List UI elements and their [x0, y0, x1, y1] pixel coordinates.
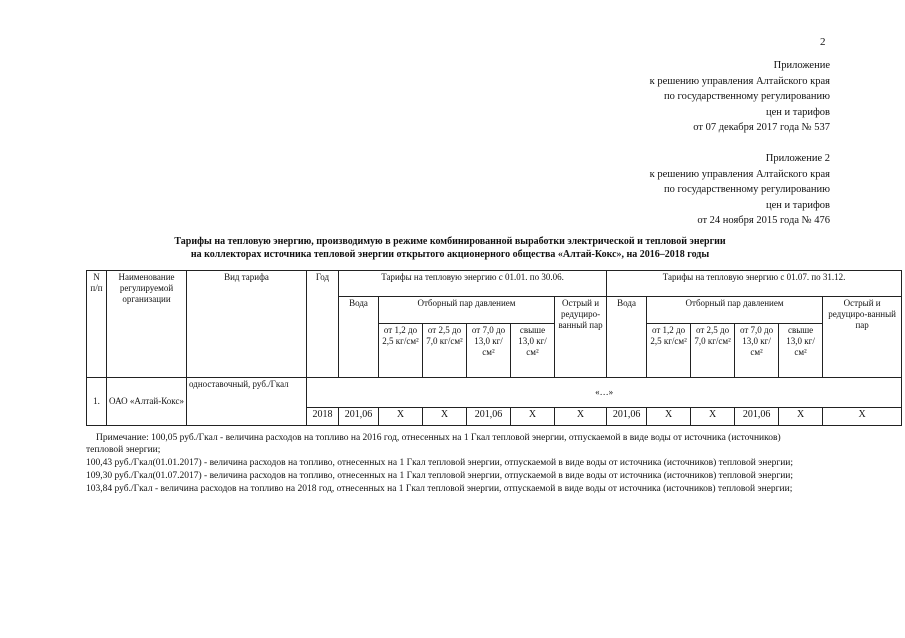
- row-org: ОАО «Алтай-Кокс»: [107, 378, 187, 426]
- header-pressure-2: от 2,5 до 7,0 кг/см²: [691, 324, 735, 378]
- document-title: [60, 235, 840, 261]
- header-pressure-4: свыше 13,0 кг/см²: [511, 324, 555, 378]
- value-cell: Х: [511, 408, 555, 426]
- notes: [86, 432, 806, 496]
- row-ellipsis: «…»: [307, 378, 902, 408]
- header-steam-2: Отборный пар давлением: [647, 297, 823, 324]
- appendix-header-1: [650, 58, 830, 136]
- row-num: 1.: [87, 378, 107, 426]
- note-paragraph: 109,30 руб./Гкал(01.07.2017) - величина расходов на топливо, отнесенных на 1 Гкал тепловой энергии, отпускаемой в виде воды от источника (источников) тепловой энергии;: [86, 471, 794, 481]
- header-pressure-3: от 7,0 до 13,0 кг/см²: [467, 324, 511, 378]
- row-tariff-type: одноставочный, руб./Гкал: [187, 378, 307, 426]
- appendix-header-2: [650, 151, 830, 229]
- appendix-1-line: по государственному регулированию: [664, 91, 830, 102]
- data-row-1a: [87, 378, 902, 408]
- header-sharp-steam-2: Острый и редуциро-ванный пар: [823, 297, 902, 378]
- header-pressure-4: свыше 13,0 кг/см²: [779, 324, 823, 378]
- header-tariff-type: Вид тарифа: [187, 271, 307, 378]
- page-number: 2: [820, 36, 826, 48]
- tariff-table: [86, 270, 902, 426]
- header-org: Наименование регулируемой организации: [107, 271, 187, 378]
- row-year: 2018: [307, 408, 339, 426]
- value-cell: Х: [691, 408, 735, 426]
- value-cell: Х: [647, 408, 691, 426]
- value-cell: Х: [379, 408, 423, 426]
- header-water-2: Вода: [607, 297, 647, 378]
- appendix-1-line: от 07 декабря 2017 года № 537: [693, 122, 830, 133]
- title-line-2: на коллекторах источника тепловой энергии открытого акционерного общества «Алтай-Кокс», на 2016–2018 годы: [190, 249, 710, 260]
- value-cell: 201,06: [339, 408, 379, 426]
- value-cell: Х: [423, 408, 467, 426]
- appendix-1-line: к решению управления Алтайского края: [649, 75, 830, 87]
- header-year: Год: [307, 271, 339, 378]
- appendix-2-line: цен и тарифов: [765, 199, 830, 211]
- header-pressure-1: от 1,2 до 2,5 кг/см²: [647, 324, 691, 378]
- appendix-2-line: от 24 ноября 2015 года № 476: [697, 215, 830, 226]
- note-paragraph: Примечание: 100,05 руб./Гкал - величина расходов на топливо на 2016 год, отнесенных на 1 Гкал тепловой энергии, отпускаемой в виде воды от источника (источников) тепловой энергии;: [86, 433, 781, 455]
- appendix-1-line: Приложение: [773, 60, 830, 71]
- value-cell: Х: [779, 408, 823, 426]
- appendix-2-line: по государственному регулированию: [664, 184, 830, 195]
- note-paragraph: 100,43 руб./Гкал(01.01.2017) - величина расходов на топливо, отнесенных на 1 Гкал тепловой энергии, отпускаемой в виде воды от источника (источников) тепловой энергии;: [86, 458, 794, 468]
- header-water-1: Вода: [339, 297, 379, 378]
- value-cell: Х: [555, 408, 607, 426]
- header-pressure-1: от 1,2 до 2,5 кг/см²: [379, 324, 423, 378]
- title-line-1: Тарифы на тепловую энергию, производимую в режиме комбинированной выработки электрической и тепловой энергии: [174, 236, 726, 247]
- header-row-1: [87, 271, 902, 297]
- header-period-2: Тарифы на тепловую энергию с 01.07. по 31.12.: [607, 271, 902, 297]
- value-cell: 201,06: [467, 408, 511, 426]
- value-cell: Х: [823, 408, 902, 426]
- appendix-2-line: Приложение 2: [765, 153, 830, 164]
- header-period-1: Тарифы на тепловую энергию с 01.01. по 30.06.: [339, 271, 607, 297]
- appendix-2-line: к решению управления Алтайского края: [649, 168, 830, 180]
- value-cell: 201,06: [735, 408, 779, 426]
- note-paragraph: 103,84 руб./Гкал - величина расходов на топливо на 2018 год, отнесенных на 1 Гкал тепловой энергии, отпускаемой в виде воды от источника (источников) тепловой энергии;: [86, 484, 793, 494]
- header-sharp-steam-1: Острый и редуциро-ванный пар: [555, 297, 607, 378]
- header-pressure-3: от 7,0 до 13,0 кг/см²: [735, 324, 779, 378]
- header-steam-1: Отборный пар давлением: [379, 297, 555, 324]
- value-cell: 201,06: [607, 408, 647, 426]
- appendix-1-line: цен и тарифов: [765, 106, 830, 118]
- header-pressure-2: от 2,5 до 7,0 кг/см²: [423, 324, 467, 378]
- header-num: N п/п: [87, 271, 107, 378]
